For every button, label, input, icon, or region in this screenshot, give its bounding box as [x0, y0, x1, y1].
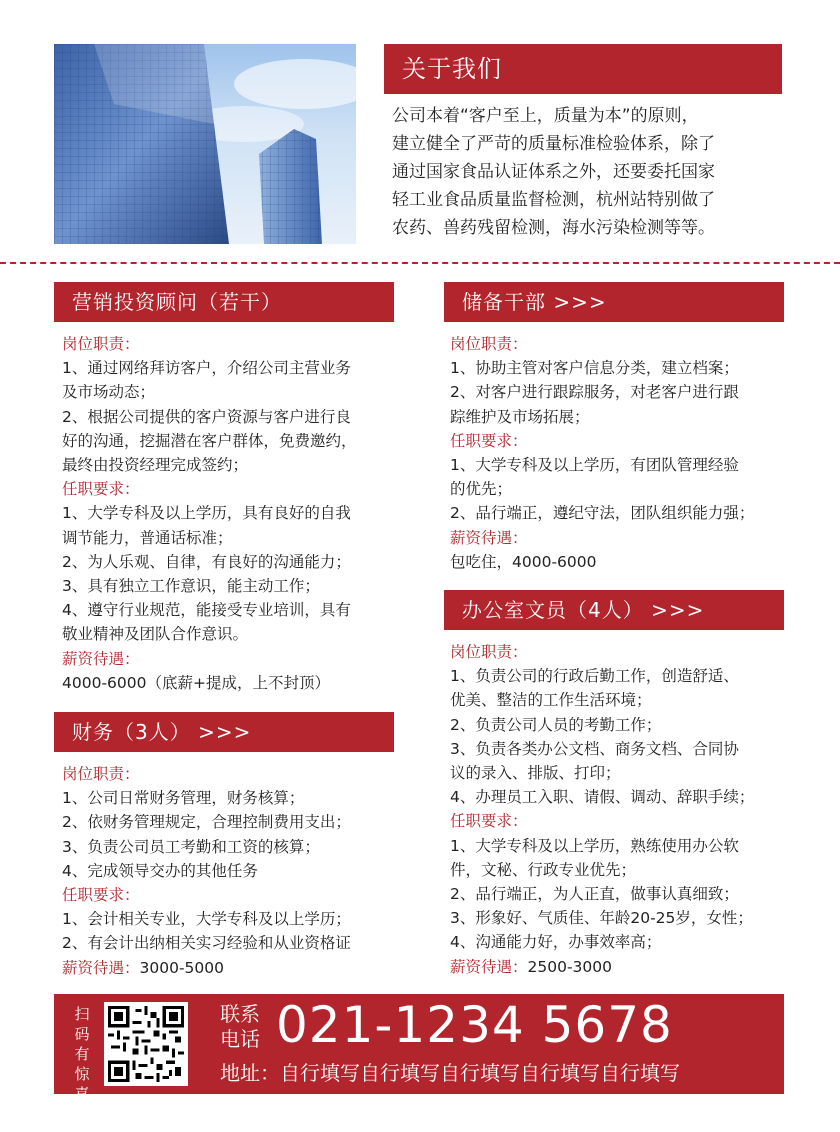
field-label: 薪资待遇： — [62, 649, 140, 668]
detail-line: 1、大学专科及以上学历，具有良好的自我 — [62, 504, 351, 523]
detail-line: 3、具有独立工作意识，能主动工作； — [62, 577, 320, 596]
marketing-details — [62, 332, 402, 695]
marketing-title: 营销投资顾问（若干） — [54, 282, 394, 322]
clerk-title: 办公室文员（4人） >>> — [444, 590, 784, 630]
field-label: 薪资待遇： — [450, 957, 528, 976]
detail-line: 踪维护及市场拓展； — [450, 407, 590, 426]
detail-line: 2、负责公司人员的考勤工作； — [450, 715, 662, 734]
detail-line: 2、对客户进行跟踪服务，对老客户进行跟 — [450, 383, 739, 402]
detail-line: 议的录入、排版、打印； — [450, 764, 621, 783]
detail-line: 2、品行端正，为人正直，做事认真细致； — [450, 885, 739, 904]
detail-line: 1、公司日常财务管理，财务核算； — [62, 789, 305, 808]
detail-line: 2、品行端正，遵纪守法，团队组织能力强； — [450, 504, 755, 523]
about-line: 轻工业食品质量监督检测，杭州站特别做了 — [392, 190, 715, 210]
phone-number[interactable]: 021-1234 5678 — [276, 996, 673, 1054]
detail-line: 最终由投资经理完成签约； — [62, 456, 249, 475]
field-label-row — [62, 956, 402, 980]
about-line: 农药、兽药残留检测，海水污染检测等等。 — [392, 218, 715, 238]
scan-prompt: 扫码有惊喜 — [74, 1005, 90, 1103]
detail-line: 1、会计相关专业，大学专科及以上学历； — [62, 910, 351, 929]
field-label-row — [62, 332, 402, 356]
about-line: 公司本着“客户至上，质量为本”的原则， — [392, 106, 699, 126]
detail-line: 敬业精神及团队合作意识。 — [62, 625, 249, 644]
building-photo — [54, 44, 356, 244]
clerk-details — [450, 640, 790, 979]
about-line: 通过国家食品认证体系之外，还要委托国家 — [392, 162, 715, 182]
detail-line: 2、为人乐观、自律，有良好的沟通能力； — [62, 552, 351, 571]
qr-code-icon — [108, 1006, 184, 1082]
address: 地址：自行填写自行填写自行填写自行填写自行填写 — [220, 1061, 680, 1085]
detail-line: 3、负责公司员工考勤和工资的核算； — [62, 837, 320, 856]
dashed-divider — [0, 262, 840, 264]
contact-footer — [54, 994, 784, 1103]
field-label: 岗位职责： — [62, 335, 140, 353]
field-label: 岗位职责： — [450, 335, 528, 353]
detail-line: 3、形象好、气质佳、年龄20-25岁，女性； — [450, 909, 753, 928]
field-label-row — [450, 332, 790, 356]
detail-line: 及市场动态； — [62, 383, 156, 402]
detail-line: 包吃住，4000-6000 — [450, 552, 597, 571]
field-label-row — [450, 640, 790, 664]
about-text — [392, 102, 790, 242]
detail-line: 3、负责各类办公文档、商务文档、合同协 — [450, 739, 739, 758]
detail-line: 4、沟通能力好，办事效率高； — [450, 933, 662, 952]
salary-value: 2500-3000 — [527, 957, 613, 976]
field-label-row — [62, 647, 402, 671]
field-label-row — [62, 762, 402, 786]
detail-line: 2、有会计出纳相关实习经验和从业资格证 — [62, 934, 351, 953]
field-label: 任职要求： — [450, 431, 528, 450]
field-label-row — [450, 955, 790, 979]
field-label: 任职要求： — [62, 886, 140, 905]
field-label: 薪资待遇： — [450, 528, 528, 547]
detail-line: 4、完成领导交办的其他任务 — [62, 861, 258, 880]
detail-line: 4、遵守行业规范，能接受专业培训，具有 — [62, 601, 351, 620]
qr-code[interactable] — [104, 1002, 188, 1086]
detail-line: 好的沟通，挖掘潜在客户群体，免费邀约， — [62, 431, 357, 450]
field-label-row — [450, 809, 790, 833]
detail-line: 2、依财务管理规定，合理控制费用支出； — [62, 813, 351, 832]
reserve-title: 储备干部 >>> — [444, 282, 784, 322]
field-label-row — [62, 477, 402, 501]
detail-line: 4000-6000（底薪+提成，上不封顶） — [62, 673, 330, 692]
field-label: 岗位职责： — [62, 765, 140, 783]
finance-title: 财务（3人） >>> — [54, 712, 394, 752]
about-title: 关于我们 — [384, 44, 782, 94]
contact-label: 联系电话 — [220, 1002, 260, 1051]
field-label-row — [450, 429, 790, 453]
field-label-row — [62, 883, 402, 907]
detail-line: 2、根据公司提供的客户资源与客户进行良 — [62, 407, 351, 426]
field-label: 薪资待遇： — [62, 958, 140, 977]
detail-line: 1、大学专科及以上学历，有团队管理经验 — [450, 456, 739, 475]
field-label: 岗位职责： — [450, 643, 528, 661]
field-label-row — [450, 526, 790, 550]
reserve-details — [450, 332, 790, 574]
skyscraper-image — [54, 44, 356, 244]
detail-line: 1、通过网络拜访客户，介绍公司主营业务 — [62, 359, 351, 378]
detail-line: 优美、整洁的工作生活环境； — [450, 691, 652, 710]
salary-value: 3000-5000 — [139, 958, 225, 977]
detail-line: 的优先； — [450, 480, 513, 499]
detail-line: 4、办理员工入职、请假、调动、辞职手续； — [450, 788, 755, 807]
field-label: 任职要求： — [450, 812, 528, 831]
detail-line: 调节能力，普通话标准； — [62, 528, 233, 547]
finance-details — [62, 762, 402, 980]
detail-line: 件，文秘、行政专业优先； — [450, 860, 637, 879]
detail-line: 1、大学专科及以上学历，熟练使用办公软 — [450, 836, 739, 855]
detail-line: 1、负责公司的行政后勤工作，创造舒适、 — [450, 667, 739, 686]
field-label: 任职要求： — [62, 480, 140, 499]
detail-line: 1、协助主管对客户信息分类，建立档案； — [450, 359, 739, 378]
about-line: 建立健全了严苛的质量标准检验体系，除了 — [392, 134, 715, 154]
